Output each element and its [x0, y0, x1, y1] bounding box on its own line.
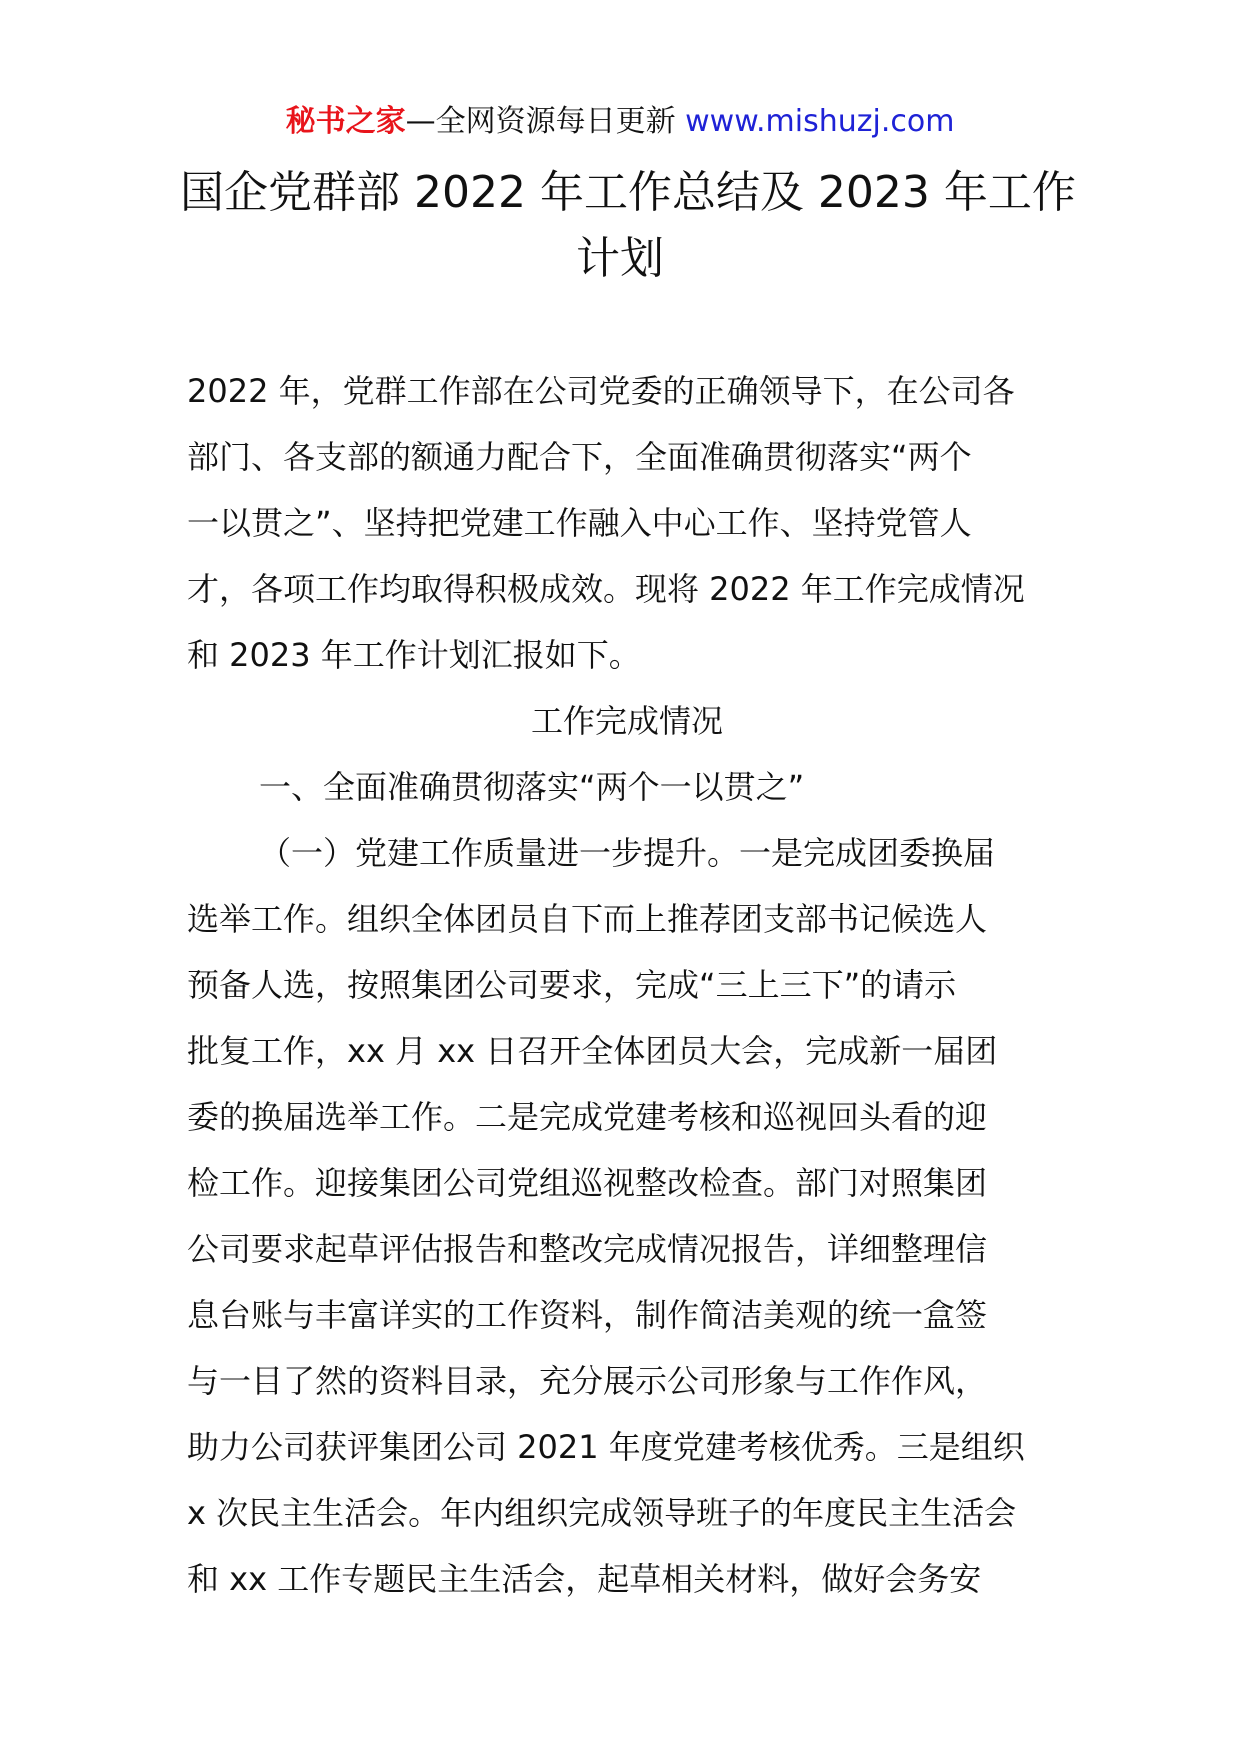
title-line-1: 国企党群部 2022 年工作总结及 2023 年工作	[180, 167, 1076, 218]
header-slogan: —全网资源每日更新	[405, 104, 686, 139]
body-line: 和 2023 年工作计划汇报如下。	[187, 636, 641, 674]
body-line: （一）党建工作质量进一步提升。一是完成团委换届	[259, 834, 996, 872]
body-line: x 次民主生活会。年内组织完成领导班子的年度民主生活会	[187, 1494, 1017, 1532]
site-url: www.mishuzj.com	[685, 104, 955, 139]
brand-name: 秘书之家	[285, 104, 406, 139]
body-line: 部门、各支部的额通力配合下，全面准确贯彻落实“两个	[187, 438, 972, 476]
body-line: 选举工作。组织全体团员自下而上推荐团支部书记候选人	[187, 900, 988, 938]
body-line: 预备人选，按照集团公司要求，完成“三上三下”的请示	[187, 966, 957, 1004]
watermark-header	[0, 102, 1240, 142]
document-title	[180, 160, 1076, 292]
body-line: 助力公司获评集团公司 2021 年度党建考核优秀。三是组织	[187, 1428, 1025, 1466]
document-body	[187, 358, 1067, 1612]
body-line: 才，各项工作均取得积极成效。现将 2022 年工作完成情况	[187, 570, 1025, 608]
body-line: 息台账与丰富详实的工作资料，制作简洁美观的统一盒签	[187, 1296, 988, 1334]
section-heading: 工作完成情况	[530, 702, 723, 740]
body-line: 和 xx 工作专题民主生活会，起草相关材料，做好会务安	[187, 1560, 982, 1598]
subsection-heading: 一、全面准确贯彻落实“两个一以贯之”	[259, 768, 805, 806]
title-line-2: 计划	[576, 233, 664, 284]
body-line: 批复工作，xx 月 xx 日召开全体团员大会，完成新一届团	[187, 1032, 998, 1070]
body-line: 2022 年，党群工作部在公司党委的正确领导下，在公司各	[187, 372, 1015, 410]
body-line: 一以贯之”、坚持把党建工作融入中心工作、坚持党管人	[187, 504, 972, 542]
body-line: 委的换届选举工作。二是完成党建考核和巡视回头看的迎	[187, 1098, 988, 1136]
body-line: 检工作。迎接集团公司党组巡视整改检查。部门对照集团	[187, 1164, 988, 1202]
body-line: 公司要求起草评估报告和整改完成情况报告，详细整理信	[187, 1230, 988, 1268]
body-line: 与一目了然的资料目录，充分展示公司形象与工作作风，	[187, 1362, 988, 1400]
